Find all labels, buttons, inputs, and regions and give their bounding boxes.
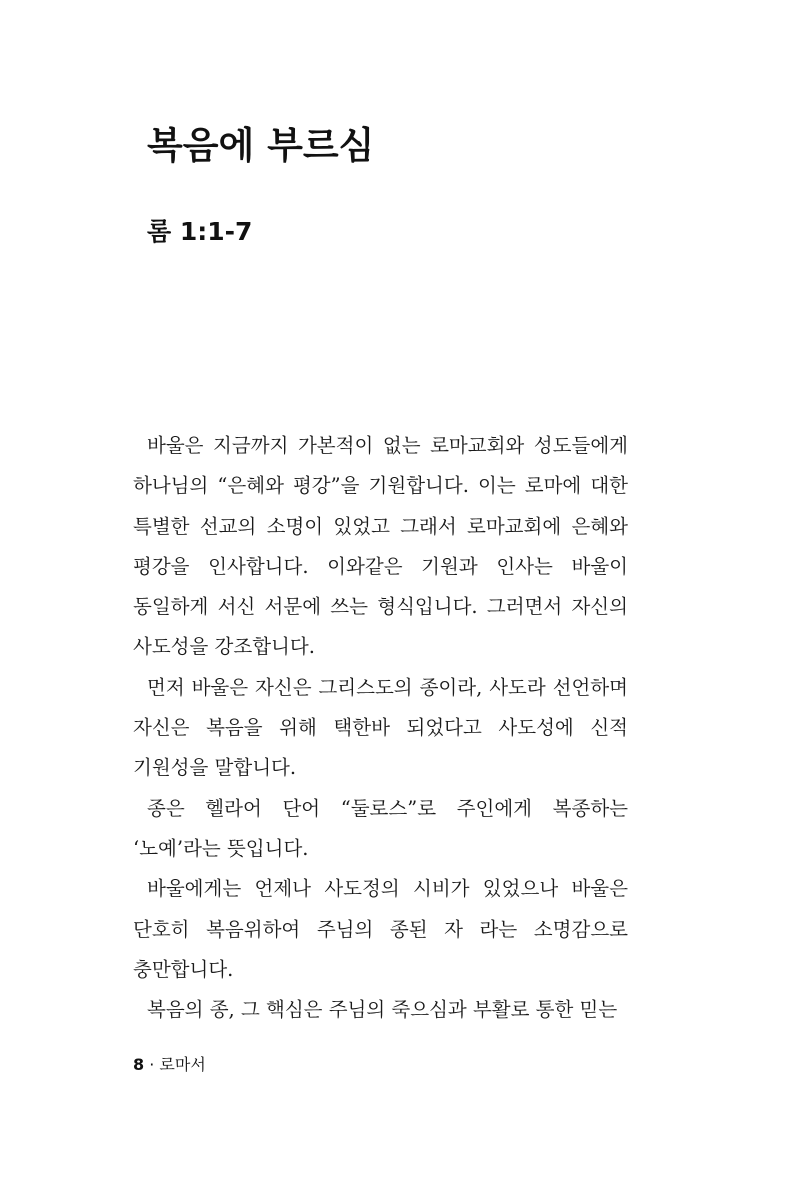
scripture-reference: 롬 1:1-7 — [147, 217, 253, 246]
paragraph: 복음의 종, 그 핵심은 주님의 죽으심과 부활로 통한 믿는 — [147, 998, 618, 1022]
paragraph: 바울에게는 언제나 사도정의 시비가 있었으나 바울은 단호히 복음위하여 주님의 종된 자 라는 소명감으로 충만합니다. — [133, 877, 628, 981]
paragraph: 먼저 바울은 자신은 그리스도의 종이라, 사도라 선언하며 자신은 복음을 위해 택한바 되었다고 사도성에 신적 기원성을 말합니다. — [133, 675, 628, 780]
paragraph: 종은 헬라어 단어 “둘로스”로 주인에게 복종하는 ‘노예’라는 뜻입니다. — [133, 796, 628, 860]
page-number: 8 — [133, 1055, 145, 1074]
book-title: 로마서 — [159, 1055, 206, 1074]
chapter-title: 복음에 부르심 — [147, 124, 375, 167]
footer-separator: · — [149, 1055, 155, 1074]
body-text — [133, 426, 628, 1030]
page-footer — [133, 1052, 206, 1078]
paragraph: 바울은 지금까지 가본적이 없는 로마교회와 성도들에게 하나님의 “은혜와 평강”을 기원합니다. 이는 로마에 대한 특별한 선교의 소명이 있었고 그래서 로마교회에 은혜와 평강을 인사합니다. 이와같은 기원과 인사는 바울이 동일하게 서신 서문에 쓰는 형식입니다. 그러면서 자신의 사도성을 강조합니다. — [133, 434, 628, 659]
